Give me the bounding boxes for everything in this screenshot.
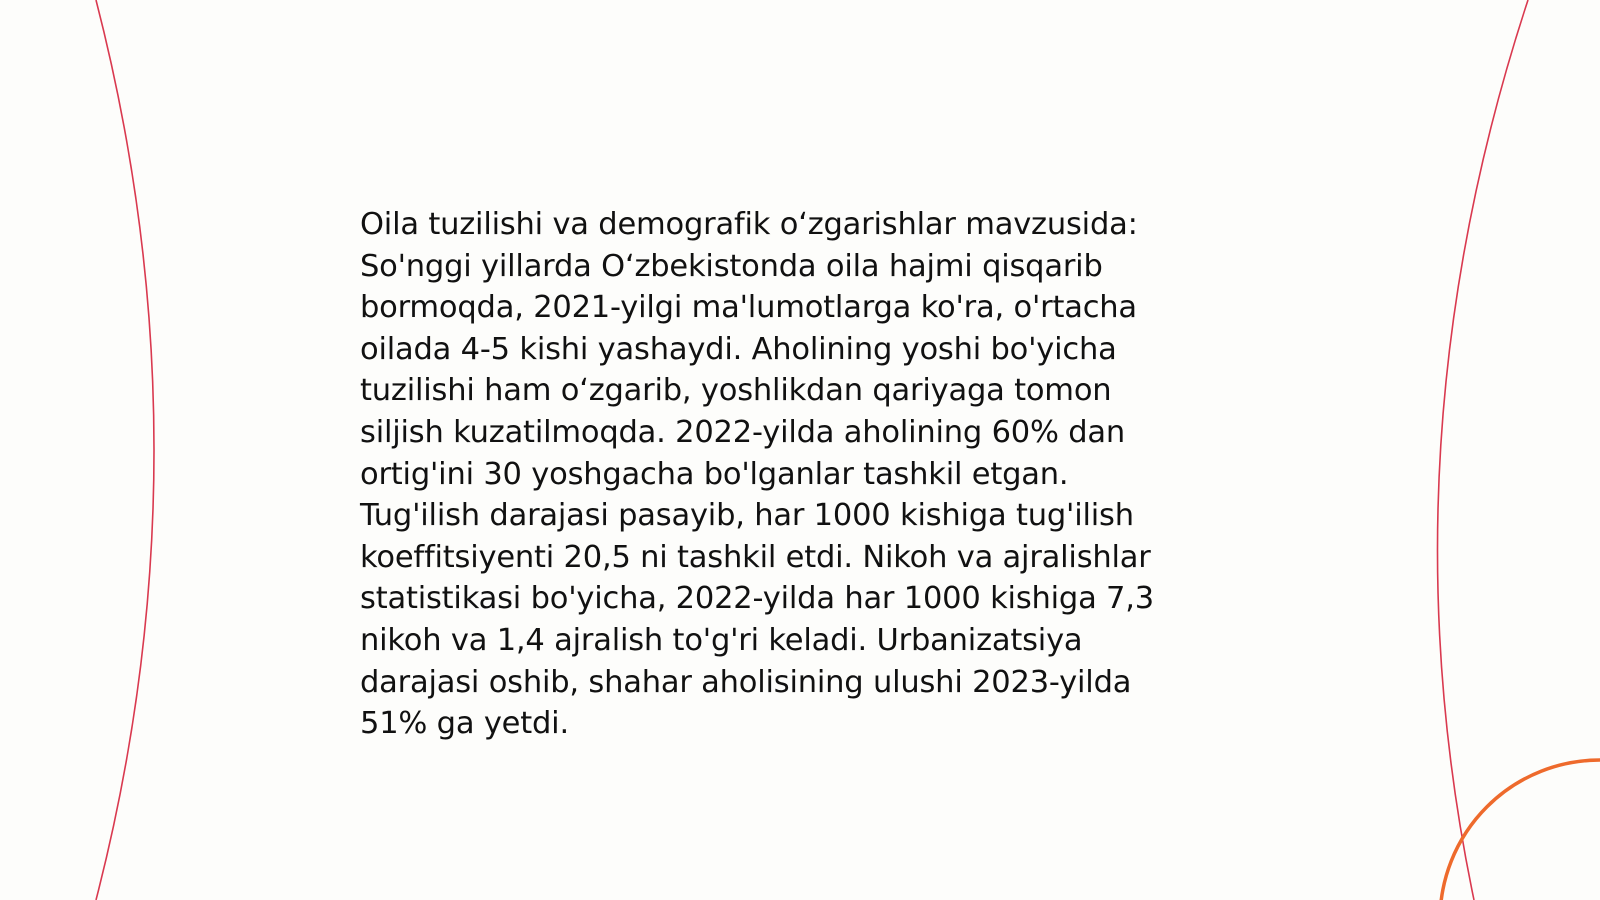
body-paragraph [360,204,1220,745]
left-curve [96,0,154,900]
text-line: Oila tuzilishi va demografik o‘zgarishlar mavzusida: [360,207,1138,242]
text-line: tuzilishi ham o‘zgarib, yoshlikdan qariyaga tomon [360,373,1112,409]
text-line: koeffitsiyenti 20,5 ni tashkil etdi. Nikoh va ajralishlar [360,539,1151,575]
right-curve [1437,0,1528,900]
text-line: bormoqda, 2021-yilgi ma'lumotlarga ko'ra, o'rtacha [360,290,1137,326]
text-line: So'nggi yillarda O‘zbekistonda oila hajmi qisqarib [360,248,1103,284]
text-line: ortig'ini 30 yoshgacha bo'lganlar tashkil etgan. [360,456,1069,492]
text-line: oilada 4-5 kishi yashaydi. Aholining yoshi bo'yicha [360,331,1117,367]
text-line: Tug'ilish darajasi pasayib, har 1000 kishiga tug'ilish [360,498,1134,534]
text-line: nikoh va 1,4 ajralish to'g'ri keladi. Urbanizatsiya [360,622,1083,658]
accent-arc [1440,760,1600,900]
text-line: darajasi oshib, shahar aholisining ulushi 2023-yilda [360,664,1132,700]
text-line: siljish kuzatilmoqda. 2022-yilda aholining 60% dan [360,414,1126,450]
text-line: 51% ga yetdi. [360,706,569,742]
text-line: statistikasi bo'yicha, 2022-yilda har 1000 kishiga 7,3 [360,581,1154,617]
